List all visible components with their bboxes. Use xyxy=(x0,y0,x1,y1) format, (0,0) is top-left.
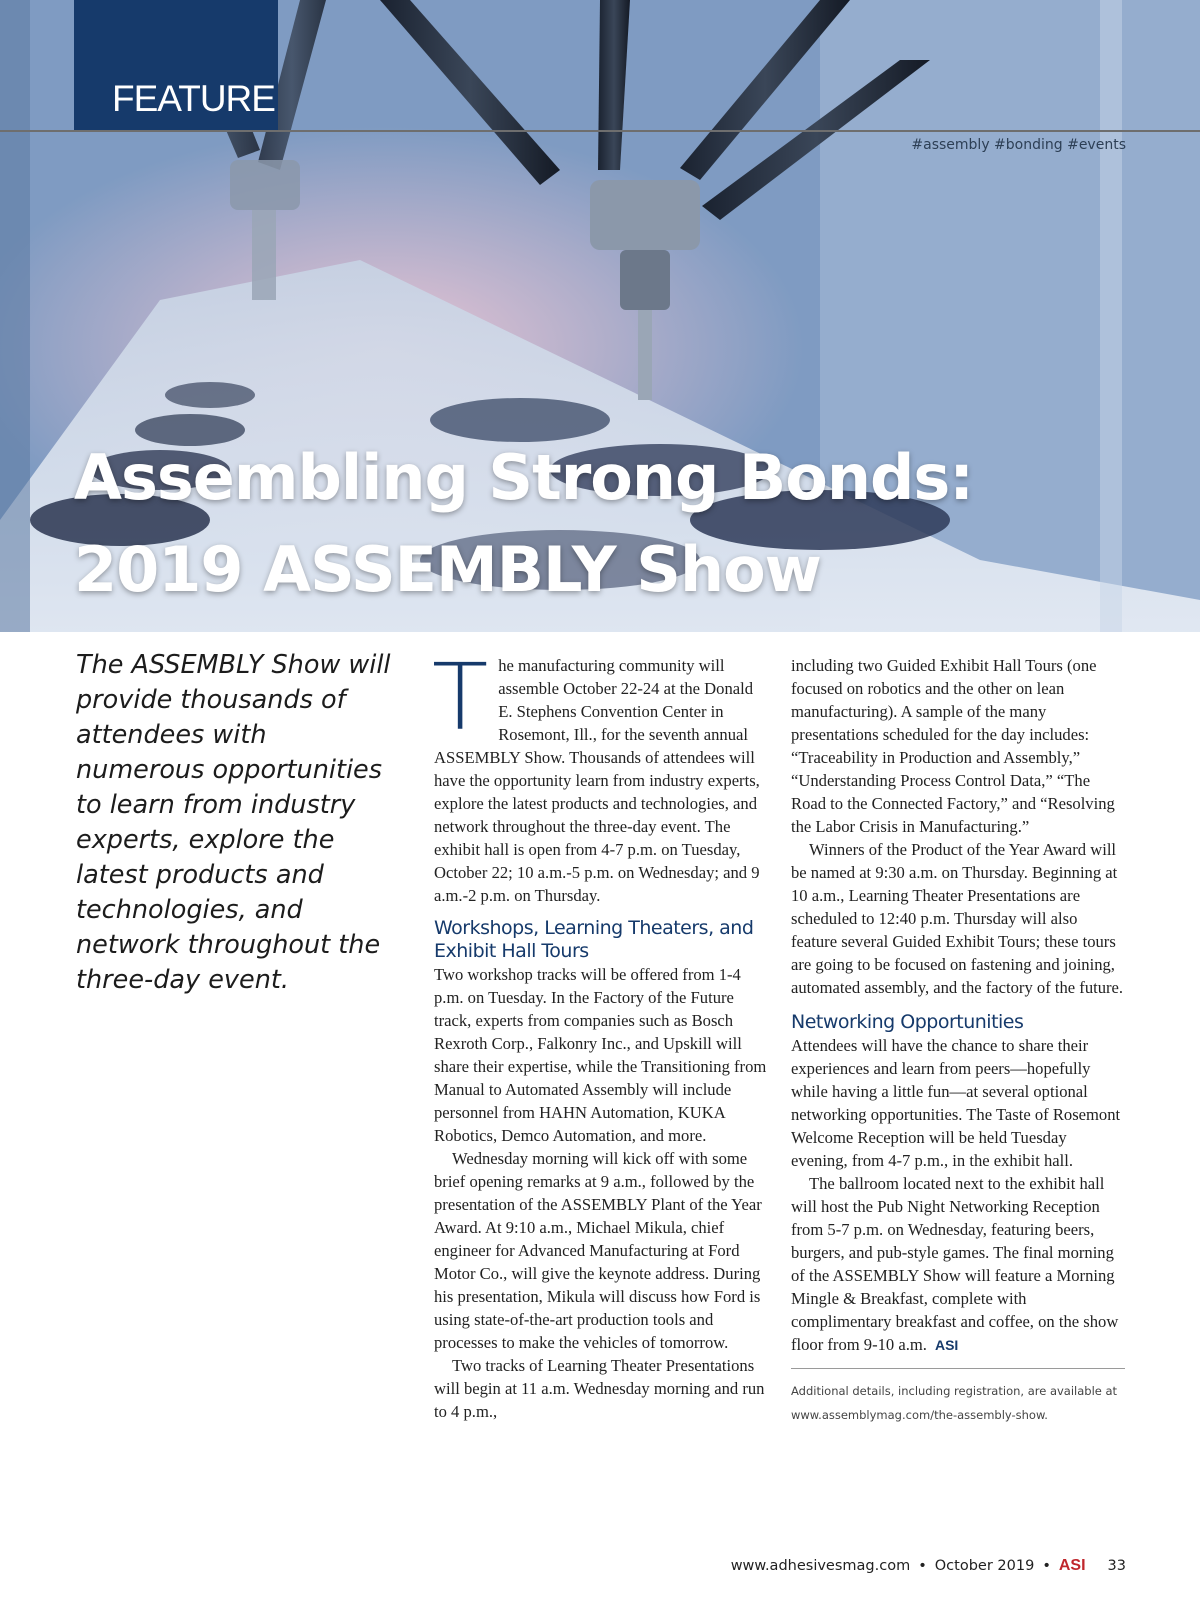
page-number: 33 xyxy=(1107,1558,1126,1574)
section-label: FEATURE xyxy=(112,78,275,119)
body-column-1 xyxy=(432,644,767,1423)
header-rule xyxy=(0,130,1200,132)
title-line-1: Assembling Strong Bonds: xyxy=(74,441,974,514)
end-mark: ASI xyxy=(934,1337,959,1353)
body-column-2 xyxy=(791,654,1125,1427)
subheading-workshops: Workshops, Learning Theaters, and Exhibit Hall Tours xyxy=(434,917,754,962)
article-deck: The ASSEMBLY Show will provide thousands of attendees with numerous opportunities to learn from industry experts, explore the latest products and technologies, and network throughout the three-day event. xyxy=(76,650,391,995)
paragraph-intro-text: he manufacturing community will assemble October 22-24 at the Donald E. Stephens Convention Center in Rosemont, Ill., for the seventh annual ASSEMBLY Show. Thousands of attendees will have the opportunity learn from industry experts, explore the latest products and technologies, and network throughout the three-day event. The exhibit hall is open from 4-7 p.m. on Tuesday, October 22; 10 a.m.-5 p.m. on Wednesday; and 9 a.m.-2 p.m. on Thursday. xyxy=(434,656,760,905)
footer-website: www.adhesivesmag.com xyxy=(730,1558,911,1574)
paragraph-intro xyxy=(432,644,767,907)
hero-image xyxy=(0,0,1200,632)
paragraph-final xyxy=(791,1172,1125,1357)
paragraph: including two Guided Exhibit Hall Tours (one focused on robotics and the other on lean manufacturing). A sample of the many presentations scheduled for the day includes: “Traceability in Production and Assembly,” “Understanding Process Control Data,” “The Road to the Connected Factory,” and “Resolving the Labor Crisis in Manufacturing.” xyxy=(791,656,1115,836)
paragraph: Winners of the Product of the Year Award will be named at 9:30 a.m. on Thursday. Beginning at 10 a.m., Learning Theater Presentations are scheduled to 12:40 p.m. Thursday will also feature several Guided Exhibit Tours; these tours are going to be focused on fastening and joining, automated assembly, and the factory of the future. xyxy=(791,840,1124,997)
footer-publication: ASI xyxy=(1058,1557,1086,1574)
paragraph: Two workshop tracks will be offered from 1-4 p.m. on Tuesday. In the Factory of the Future track, experts from companies such as Bosch Rexroth Corp., Falkonry Inc., and Upskill will share their expertise, while the Transitioning from Manual to Automated Assembly will include personnel from HAHN Automation, KUKA Robotics, Demco Automation, and more. xyxy=(434,965,767,1145)
title-line-2: 2019 ASSEMBLY Show xyxy=(74,533,821,606)
paragraph: Wednesday morning will kick off with some brief opening remarks at 9 a.m., followed by the presentation of the ASSEMBLY Plant of the Year Award. At 9:10 a.m., Michael Mikula, chief engineer for Advanced Manufacturing at Ford Motor Co., will give the keynote address. During his presentation, Mikula will discuss how Ford is using state-of-the-art production tools and processes to make the vehicles of tomorrow. xyxy=(434,1149,762,1352)
page-footer xyxy=(731,1557,1126,1575)
paragraph: Two tracks of Learning Theater Presentations will begin at 11 a.m. Wednesday morning and run to 4 p.m., xyxy=(434,1356,765,1421)
section-label-box xyxy=(74,0,278,130)
drop-cap: T xyxy=(432,644,489,751)
paragraph-final-text: The ballroom located next to the exhibit hall will host the Pub Night Networking Reception from 5-7 p.m. on Wednesday, featuring beers, burgers, and pub-style games. The final morning of the ASSEMBLY Show will feature a Morning Mingle & Breakfast, complete with complimentary breakfast and coffee, on the show floor from 9-10 a.m. xyxy=(791,1174,1119,1354)
note-divider xyxy=(791,1368,1125,1369)
footer-separator: • xyxy=(918,1558,927,1574)
additional-details-note: Additional details, including registration, are available at www.assemblymag.com/the-assembly-show. xyxy=(791,1384,1118,1422)
footer-date: October 2019 xyxy=(934,1558,1035,1574)
footer-separator: • xyxy=(1042,1558,1051,1574)
subheading-networking: Networking Opportunities xyxy=(791,1011,1024,1033)
paragraph: Attendees will have the chance to share their experiences and learn from peers—hopefully while having a little fun—at several optional networking opportunities. The Taste of Rosemont Welcome Reception will be held Tuesday evening, from 4-7 p.m., in the exhibit hall. xyxy=(791,1036,1121,1170)
article-title xyxy=(74,432,1134,616)
hashtags: #assembly #bonding #events xyxy=(911,137,1126,153)
